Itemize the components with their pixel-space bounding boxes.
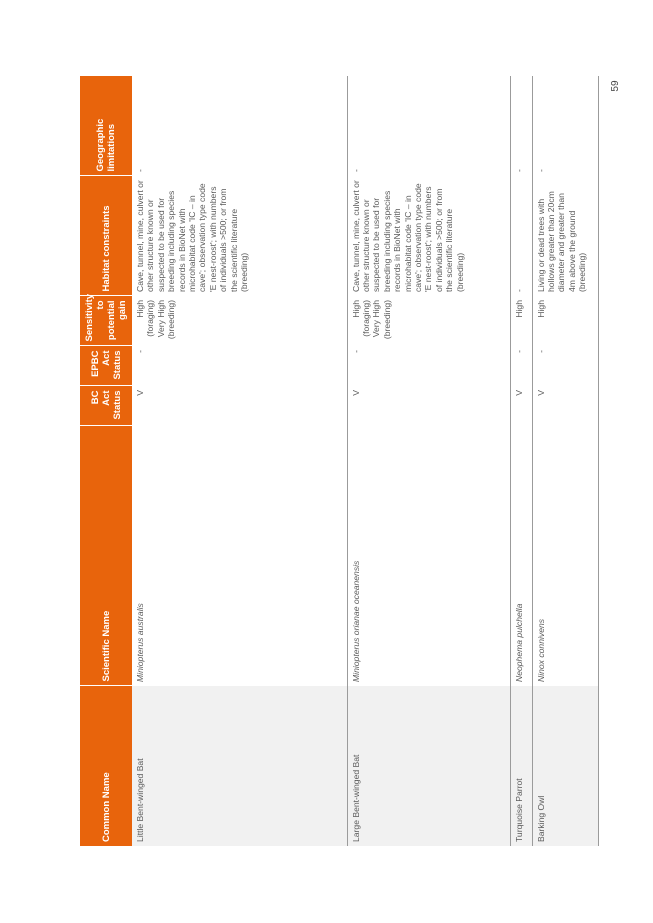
cell-bc-act-status: V [347,386,510,426]
header-bc-act-status: BC Act Status [80,386,132,426]
table-row [347,76,510,846]
cell-common-name: Barking Owl [532,686,598,846]
cell-sensitivity: High (foraging) Very High (breeding) [132,296,347,346]
cell-habitat-constraints: Cave, tunnel, mine, culvert or other structure known or suspected to be used for breeding including species records in BioNet with microhabitat code 'IC – in cave'; observation type code 'E nest-roost'; with numbers of individuals >500; or from the scientific literature (breeding) [132,176,347,296]
table-row [510,76,532,846]
header-habitat-constraints: Habitat constraints [80,176,132,296]
cell-bc-act-status: V [510,386,532,426]
cell-scientific-name: Miniopterus australis [132,426,347,686]
cell-geographic-limitations: - [532,76,598,176]
cell-common-name: Turquoise Parrot [510,686,532,846]
cell-common-name: Little Bent-winged Bat [132,686,347,846]
cell-common-name: Large Bent-winged Bat [347,686,510,846]
cell-scientific-name: Miniopterus orianae oceanensis [347,426,510,686]
cell-bc-act-status: V [532,386,598,426]
cell-geographic-limitations: - [132,76,347,176]
cell-epbc-act-status: - [510,346,532,386]
cell-epbc-act-status: - [532,346,598,386]
header-epbc-act-status: EPBC Act Status [80,346,132,386]
cell-scientific-name: Ninox connivens [532,426,598,686]
header-geographic-limitations: Geographic limitations [80,76,132,176]
cell-sensitivity: High [510,296,532,346]
cell-scientific-name: Neophema pulchella [510,426,532,686]
cell-sensitivity: High (foraging) Very High (breeding) [347,296,510,346]
cell-geographic-limitations: - [510,76,532,176]
cell-habitat-constraints: Living or dead trees with hollows greater than 20cm diameter and greater than 4m above the ground (breeding) [532,176,598,296]
table-row [532,76,598,846]
header-sensitivity: Sensitivity to potential gain [80,296,132,346]
rotated-table-container [80,76,588,846]
cell-sensitivity: High [532,296,598,346]
header-common-name: Common Name [80,686,132,846]
cell-epbc-act-status: - [347,346,510,386]
page-number: 59 [610,80,621,92]
species-table [80,76,599,847]
cell-epbc-act-status: - [132,346,347,386]
cell-habitat-constraints: Cave, tunnel, mine, culvert or other structure known or suspected to be used for breeding including species records in BioNet with microhabitat code 'IC – in cave'; observation type code 'E nest-roost'; with numbers of individuals >500; or from the scientific literature (breeding) [347,176,510,296]
cell-habitat-constraints: - [510,176,532,296]
header-scientific-name: Scientific Name [80,426,132,686]
table-row [132,76,347,846]
cell-bc-act-status: V [132,386,347,426]
cell-geographic-limitations: - [347,76,510,176]
table-header [80,76,132,846]
